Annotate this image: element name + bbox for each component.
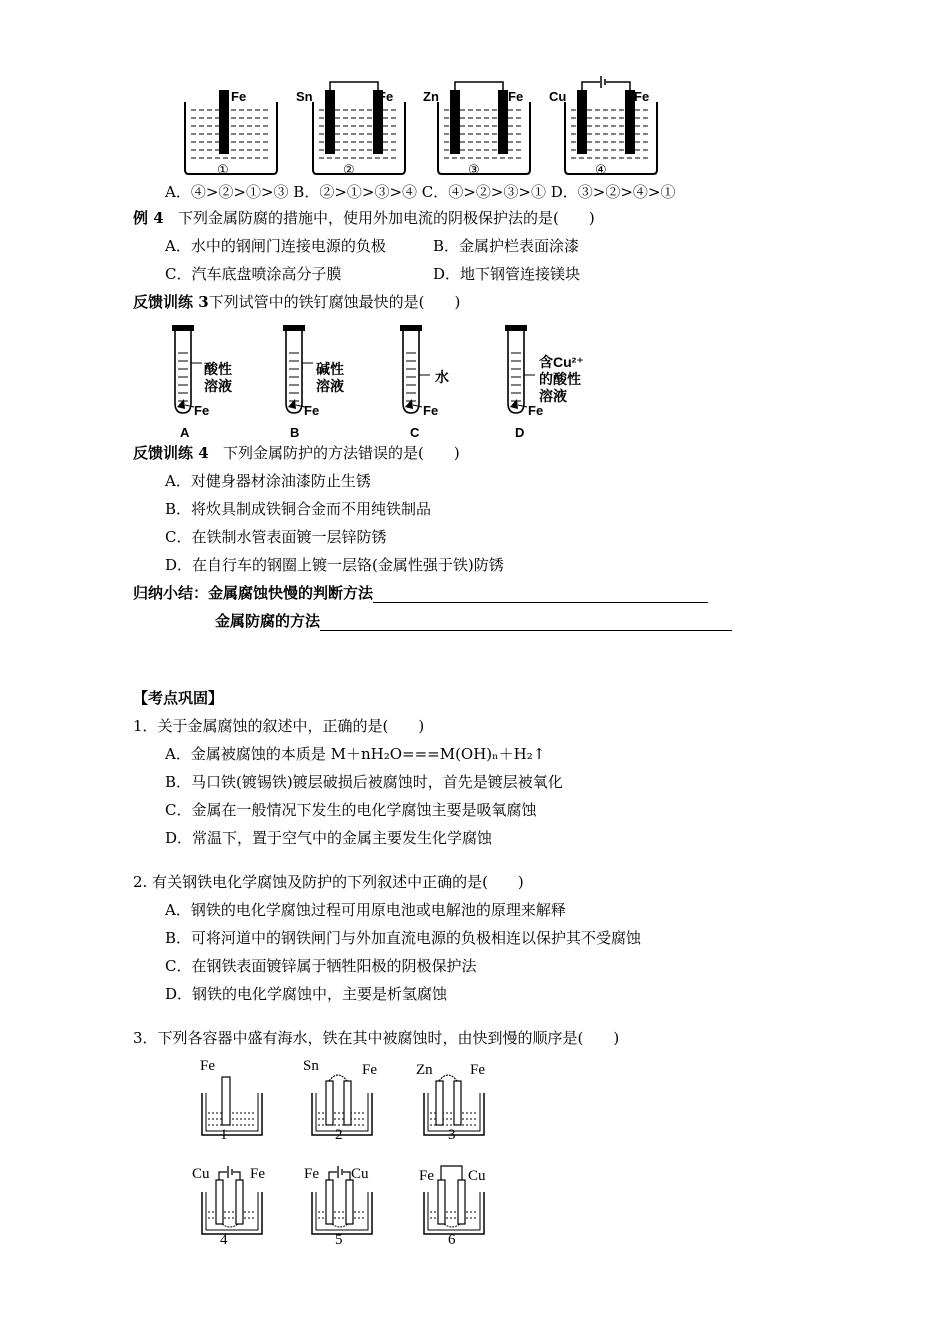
q3-cell-6-right: Cu <box>468 1168 486 1184</box>
q3-cell-1-num: 1 <box>220 1127 228 1143</box>
fig-number-4: ④ <box>595 163 607 178</box>
summary-blank-2[interactable] <box>320 614 732 631</box>
q2-option-c: C．在钢铁表面镀锌属于牺牲阳极的阴极保护法 <box>165 957 477 975</box>
tube-d-label-3: 溶液 <box>539 388 567 404</box>
q3-cell-4-left: Cu <box>192 1166 210 1182</box>
tube-b-letter: B <box>290 425 300 440</box>
tube-a-label-2: 溶液 <box>204 378 232 394</box>
feedback-4-option-d: D．在自行车的钢圈上镀一层铬(金属性强于铁)防锈 <box>165 556 504 574</box>
fig-label-fe-1: Fe <box>231 89 247 104</box>
fig-label-sn: Sn <box>296 89 313 104</box>
q3-question: 3．下列各容器中盛有海水，铁在其中被腐蚀时，由快到慢的顺序是( ) <box>133 1029 620 1047</box>
feedback-4-option-c: C．在铁制水管表面镀一层锌防锈 <box>165 528 387 546</box>
tube-d-label-2: 的酸性 <box>539 371 581 387</box>
q3-cell-5-left: Fe <box>304 1166 319 1182</box>
tube-a-label-1: 酸性 <box>204 361 232 377</box>
feedback-4-label: 反馈训练 4 <box>133 444 209 462</box>
tube-a-fe: Fe <box>194 403 210 418</box>
q3-beaker-figure <box>190 1068 510 1258</box>
fig-label-cu: Cu <box>549 89 567 104</box>
feedback-3-text: 下列试管中的铁钉腐蚀最快的是( ) <box>208 293 461 311</box>
q3-cell-1-left: Fe <box>200 1058 215 1074</box>
feedback-3-label: 反馈训练 3 <box>133 293 209 311</box>
fig-label-fe-3: Fe <box>508 89 524 104</box>
tube-d-label-1: 含Cu²⁺ <box>539 354 584 370</box>
summary-line-1 <box>133 582 708 603</box>
q3-cell-6-num: 6 <box>448 1232 456 1248</box>
q1-option-a: A．金属被腐蚀的本质是 M＋nH₂O===M(OH)ₙ＋H₂↑ <box>165 745 546 763</box>
q2-option-a: A．钢铁的电化学腐蚀过程可用原电池或电解池的原理来解释 <box>165 901 566 919</box>
tube-b-label-2: 溶液 <box>316 378 344 394</box>
tube-c-fe: Fe <box>423 403 439 418</box>
feedback-4-option-b: B．将炊具制成铁铜合金而不用纯铁制品 <box>165 500 432 518</box>
tube-d-letter: D <box>515 425 525 440</box>
top-options: A．④>②>①>③ B．②>①>③>④ C．④>②>③>① D．③>②>④>① <box>165 183 676 201</box>
fig-number-2: ② <box>343 163 355 178</box>
feedback-3-question <box>133 291 460 312</box>
q2-option-d: D．钢铁的电化学腐蚀中，主要是析氢腐蚀 <box>165 985 448 1003</box>
q3-cell-2-left: Sn <box>303 1058 319 1074</box>
fig-label-fe-4: Fe <box>634 89 650 104</box>
example-4-label: 例 4 <box>133 209 164 227</box>
q1-option-c: C．金属在一般情况下发生的电化学腐蚀主要是吸氧腐蚀 <box>165 801 537 819</box>
example-4-option-b: B．金属护栏表面涂漆 <box>433 237 580 255</box>
summary-line-2 <box>215 610 732 631</box>
example-4-option-a: A．水中的钢闸门连接电源的负极 <box>165 237 386 255</box>
tube-a-letter: A <box>180 425 190 440</box>
summary-judgment-method: 金属腐蚀快慢的判断方法 <box>208 584 374 602</box>
summary-blank-1[interactable] <box>373 586 708 603</box>
fig-number-3: ③ <box>468 163 480 178</box>
q3-cell-6-left: Fe <box>419 1168 434 1184</box>
example-4-question <box>133 207 595 228</box>
summary-protection-method: 金属防腐的方法 <box>215 612 321 630</box>
q3-cell-4-right: Fe <box>250 1166 265 1182</box>
example-4-text: 下列金属防腐的措施中，使用外加电流的阴极保护法的是( ) <box>177 209 595 227</box>
fig-label-fe-2: Fe <box>378 89 394 104</box>
consolidation-title: 【考点巩固】 <box>133 689 224 707</box>
q3-cell-5-right: Cu <box>351 1166 369 1182</box>
tube-b-fe: Fe <box>304 403 320 418</box>
q2-question: 2. 有关钢铁电化学腐蚀及防护的下列叙述中正确的是( ) <box>133 873 524 891</box>
fig-number-1: ① <box>217 163 229 178</box>
tube-c-label-1: 水 <box>435 369 449 385</box>
example-4-option-d: D．地下钢管连接镁块 <box>433 265 581 283</box>
example-4-option-c: C．汽车底盘喷涂高分子膜 <box>165 265 342 283</box>
q1-question: 1．关于金属腐蚀的叙述中，正确的是( ) <box>133 717 425 735</box>
q3-cell-2-num: 2 <box>335 1127 343 1143</box>
q2-option-b: B．可将河道中的钢铁闸门与外加直流电源的负极相连以保护其不受腐蚀 <box>165 929 642 947</box>
q1-option-b: B．马口铁(镀锡铁)镀层破损后被腐蚀时，首先是镀层被氧化 <box>165 773 563 791</box>
tube-b-label-1: 碱性 <box>316 361 344 377</box>
q3-cell-3-right: Fe <box>470 1062 485 1078</box>
q3-cell-3-left: Zn <box>416 1062 433 1078</box>
q3-cell-3-num: 3 <box>448 1127 456 1143</box>
feedback-4-option-a: A．对健身器材涂油漆防止生锈 <box>165 472 371 490</box>
q3-cell-4-num: 4 <box>220 1232 228 1248</box>
feedback-4-question <box>133 442 460 463</box>
q3-cell-2-right: Fe <box>362 1062 377 1078</box>
fig-label-zn: Zn <box>423 89 439 104</box>
q1-option-d: D．常温下，置于空气中的金属主要发生化学腐蚀 <box>165 829 493 847</box>
q3-cell-5-num: 5 <box>335 1232 343 1248</box>
summary-label: 归纳小结： <box>133 584 209 602</box>
feedback-4-text: 下列金属防护的方法错误的是( ) <box>222 444 460 462</box>
tube-d-fe: Fe <box>528 403 544 418</box>
tube-c-letter: C <box>410 425 420 440</box>
